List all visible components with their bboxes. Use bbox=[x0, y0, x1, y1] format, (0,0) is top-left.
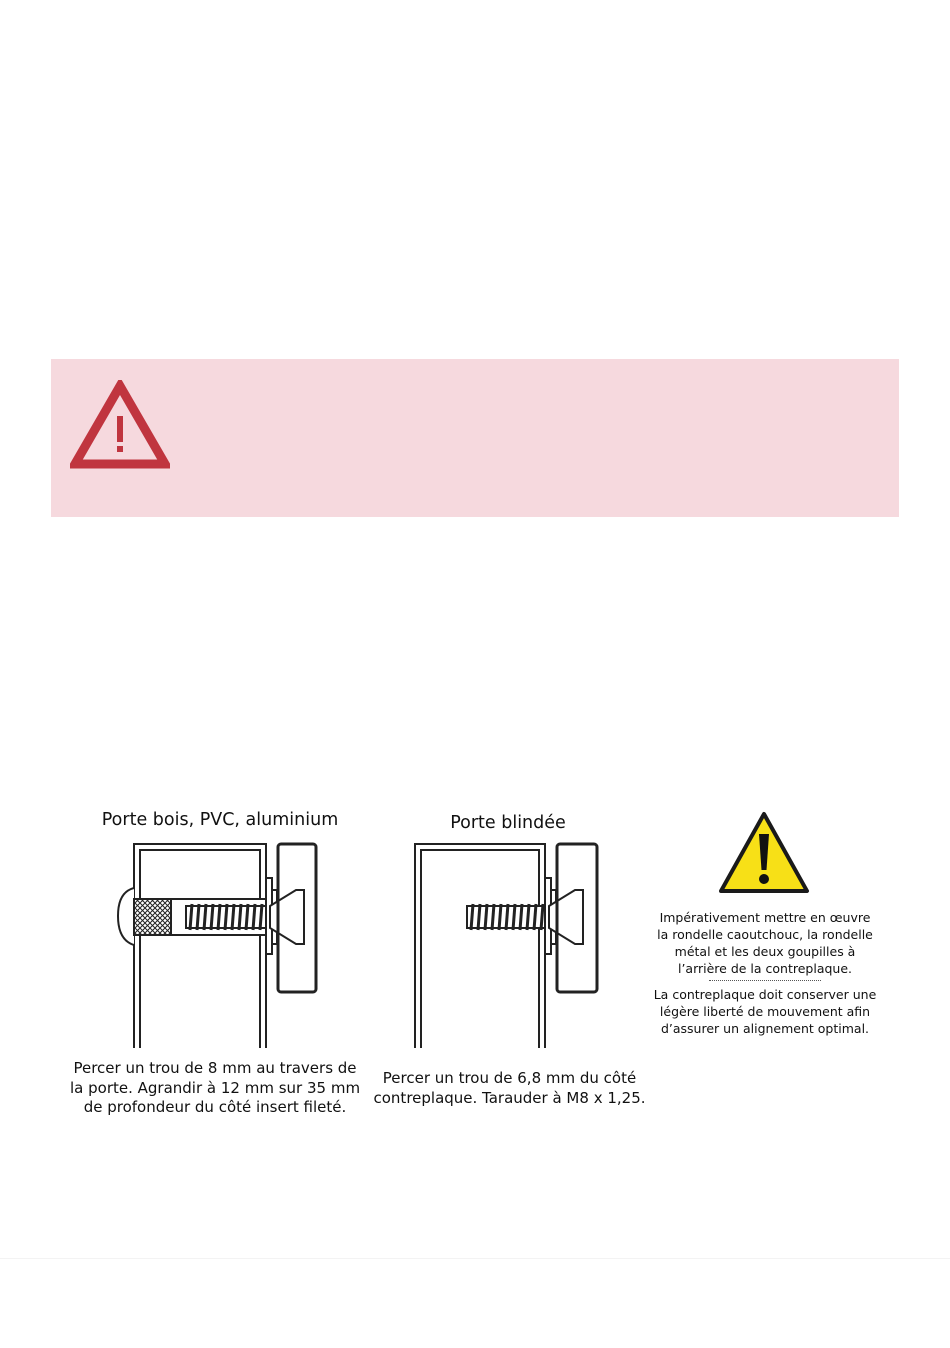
caution-line: La contreplaque doit conserver une bbox=[653, 987, 877, 1002]
dotted-divider bbox=[709, 980, 821, 981]
armored-door-diagram bbox=[405, 838, 615, 1053]
diagram-title-wood: Porte bois, PVC, aluminium bbox=[101, 810, 339, 830]
caution-line: d’assurer un alignement optimal. bbox=[660, 1021, 870, 1036]
door-panel bbox=[415, 844, 545, 1048]
caution-line: Impérativement mettre en œuvre bbox=[659, 910, 871, 925]
caution-line: métal et les deux goupilles à bbox=[674, 944, 856, 959]
wood-door-diagram bbox=[100, 838, 340, 1053]
caption-line: contreplaque. Tarauder à M8 x 1,25. bbox=[373, 1088, 646, 1107]
caption-line: de profondeur du côté insert fileté. bbox=[83, 1098, 347, 1116]
caption-line: Percer un trou de 6,8 mm du côté bbox=[382, 1069, 637, 1087]
threaded-insert bbox=[134, 899, 171, 935]
caution-line: la rondelle caoutchouc, la rondelle bbox=[657, 927, 873, 942]
caption-armored bbox=[372, 1069, 647, 1108]
caution-line: l’arrière de la contreplaque. bbox=[677, 961, 853, 976]
caption-wood bbox=[70, 1059, 360, 1118]
warning-banner bbox=[51, 359, 899, 517]
caution-triangle-icon bbox=[718, 810, 810, 895]
page-divider bbox=[0, 1258, 950, 1259]
caption-line: la porte. Agrandir à 12 mm sur 35 mm bbox=[70, 1078, 361, 1097]
caption-line: Percer un trou de 8 mm au travers de bbox=[73, 1059, 357, 1077]
dome-head bbox=[118, 888, 134, 945]
door-panel bbox=[134, 844, 266, 1048]
caution-line: légère liberté de mouvement afin bbox=[659, 1004, 871, 1019]
warning-triangle-icon bbox=[70, 380, 170, 470]
diagram-title-armored: Porte blindée bbox=[450, 813, 566, 833]
caution-text bbox=[650, 909, 880, 1037]
